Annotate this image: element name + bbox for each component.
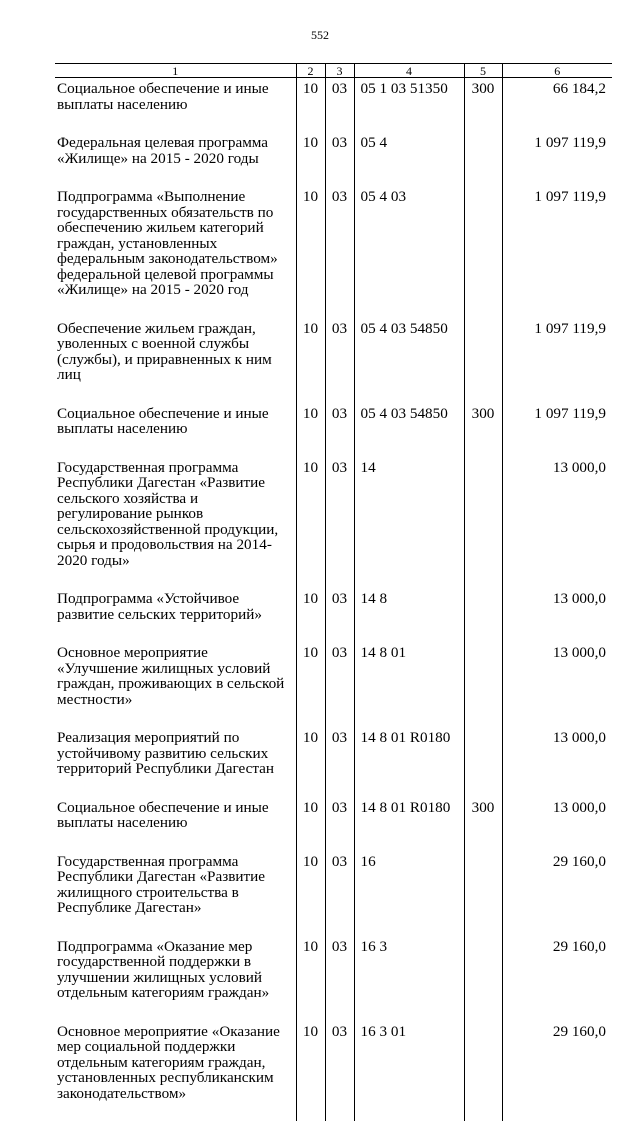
row-subsection: 03	[325, 797, 354, 851]
row-expense-type	[464, 936, 502, 1021]
row-section: 10	[296, 642, 325, 727]
column-header-4: 4	[354, 64, 464, 78]
row-name: Подпрограмма «Оказание мер государственной поддержки в улучшении жилищных условий отдельным категориям граждан»	[55, 936, 296, 1021]
row-subsection: 03	[325, 727, 354, 797]
budget-table-container	[55, 63, 612, 1121]
row-subsection: 03	[325, 457, 354, 589]
row-subsection: 03	[325, 318, 354, 403]
row-amount: 1 097 119,9	[502, 403, 612, 457]
table-row	[55, 851, 612, 936]
table-row	[55, 936, 612, 1021]
row-name: Социальное обеспечение и иные выплаты населению	[55, 797, 296, 851]
page-number: 552	[0, 28, 640, 43]
row-expense-type	[464, 851, 502, 936]
row-section: 10	[296, 588, 325, 642]
row-amount: 13 000,0	[502, 457, 612, 589]
row-code: 14 8	[354, 588, 464, 642]
row-expense-type	[464, 1021, 502, 1121]
row-code: 14 8 01	[354, 642, 464, 727]
row-expense-type: 300	[464, 797, 502, 851]
row-expense-type	[464, 318, 502, 403]
row-expense-type	[464, 457, 502, 589]
row-amount: 1 097 119,9	[502, 186, 612, 318]
row-subsection: 03	[325, 186, 354, 318]
row-section: 10	[296, 851, 325, 936]
row-expense-type	[464, 588, 502, 642]
row-name: Основное мероприятие «Улучшение жилищных условий граждан, проживающих в сельской местности»	[55, 642, 296, 727]
row-section: 10	[296, 318, 325, 403]
table-row	[55, 318, 612, 403]
row-name: Федеральная целевая программа «Жилище» на 2015 - 2020 годы	[55, 132, 296, 186]
row-name: Социальное обеспечение и иные выплаты населению	[55, 78, 296, 133]
row-amount: 13 000,0	[502, 642, 612, 727]
row-code: 05 4 03 54850	[354, 403, 464, 457]
row-amount: 1 097 119,9	[502, 318, 612, 403]
column-header-1: 1	[55, 64, 296, 78]
row-name: Реализация мероприятий по устойчивому развитию сельских территорий Республики Дагестан	[55, 727, 296, 797]
table-row	[55, 403, 612, 457]
row-section: 10	[296, 727, 325, 797]
row-code: 14 8 01 R0180	[354, 797, 464, 851]
row-code: 14 8 01 R0180	[354, 727, 464, 797]
row-subsection: 03	[325, 588, 354, 642]
row-code: 05 4 03 54850	[354, 318, 464, 403]
row-name: Основное мероприятие «Оказание мер социальной поддержки отдельным категориям граждан, установленных республиканским законодательством»	[55, 1021, 296, 1121]
row-amount: 29 160,0	[502, 851, 612, 936]
row-amount: 29 160,0	[502, 936, 612, 1021]
row-section: 10	[296, 797, 325, 851]
table-row	[55, 457, 612, 589]
row-section: 10	[296, 186, 325, 318]
row-code: 16 3 01	[354, 1021, 464, 1121]
row-subsection: 03	[325, 1021, 354, 1121]
row-section: 10	[296, 132, 325, 186]
row-name: Государственная программа Республики Дагестан «Развитие жилищного строительства в Республике Дагестан»	[55, 851, 296, 936]
table-row	[55, 727, 612, 797]
row-name: Подпрограмма «Устойчивое развитие сельских территорий»	[55, 588, 296, 642]
table-body	[55, 78, 612, 1121]
row-name: Подпрограмма «Выполнение государственных обязательств по обеспечению жильем категорий граждан, установленных федеральным законодательством» федеральной целевой программы «Жилище» на 2015 - 2020 год	[55, 186, 296, 318]
column-header-5: 5	[464, 64, 502, 78]
row-code: 05 1 03 51350	[354, 78, 464, 133]
row-subsection: 03	[325, 132, 354, 186]
column-header-6: 6	[502, 64, 612, 78]
row-section: 10	[296, 936, 325, 1021]
table-row	[55, 588, 612, 642]
row-expense-type: 300	[464, 403, 502, 457]
row-code: 05 4 03	[354, 186, 464, 318]
row-expense-type	[464, 186, 502, 318]
row-section: 10	[296, 78, 325, 133]
row-amount: 1 097 119,9	[502, 132, 612, 186]
row-section: 10	[296, 1021, 325, 1121]
column-header-3: 3	[325, 64, 354, 78]
row-expense-type	[464, 727, 502, 797]
column-header-2: 2	[296, 64, 325, 78]
row-subsection: 03	[325, 403, 354, 457]
row-section: 10	[296, 457, 325, 589]
row-amount: 29 160,0	[502, 1021, 612, 1121]
budget-table	[55, 63, 612, 1121]
row-expense-type	[464, 132, 502, 186]
row-name: Государственная программа Республики Дагестан «Развитие сельского хозяйства и регулирование рынков сельскохозяйственной продукции, сырья и продовольствия на 2014-2020 годы»	[55, 457, 296, 589]
table-row	[55, 132, 612, 186]
header-row	[55, 64, 612, 78]
row-amount: 13 000,0	[502, 797, 612, 851]
row-code: 05 4	[354, 132, 464, 186]
row-amount: 66 184,2	[502, 78, 612, 133]
row-name: Социальное обеспечение и иные выплаты населению	[55, 403, 296, 457]
row-subsection: 03	[325, 642, 354, 727]
row-subsection: 03	[325, 78, 354, 133]
row-subsection: 03	[325, 936, 354, 1021]
table-row	[55, 186, 612, 318]
table-row	[55, 1021, 612, 1121]
row-amount: 13 000,0	[502, 727, 612, 797]
row-expense-type	[464, 642, 502, 727]
table-header	[55, 64, 612, 78]
row-expense-type: 300	[464, 78, 502, 133]
row-section: 10	[296, 403, 325, 457]
table-row	[55, 797, 612, 851]
table-row	[55, 642, 612, 727]
row-subsection: 03	[325, 851, 354, 936]
row-name: Обеспечение жильем граждан, уволенных с военной службы (службы), и приравненных к ним лиц	[55, 318, 296, 403]
row-code: 14	[354, 457, 464, 589]
row-code: 16 3	[354, 936, 464, 1021]
row-code: 16	[354, 851, 464, 936]
table-row	[55, 78, 612, 133]
row-amount: 13 000,0	[502, 588, 612, 642]
